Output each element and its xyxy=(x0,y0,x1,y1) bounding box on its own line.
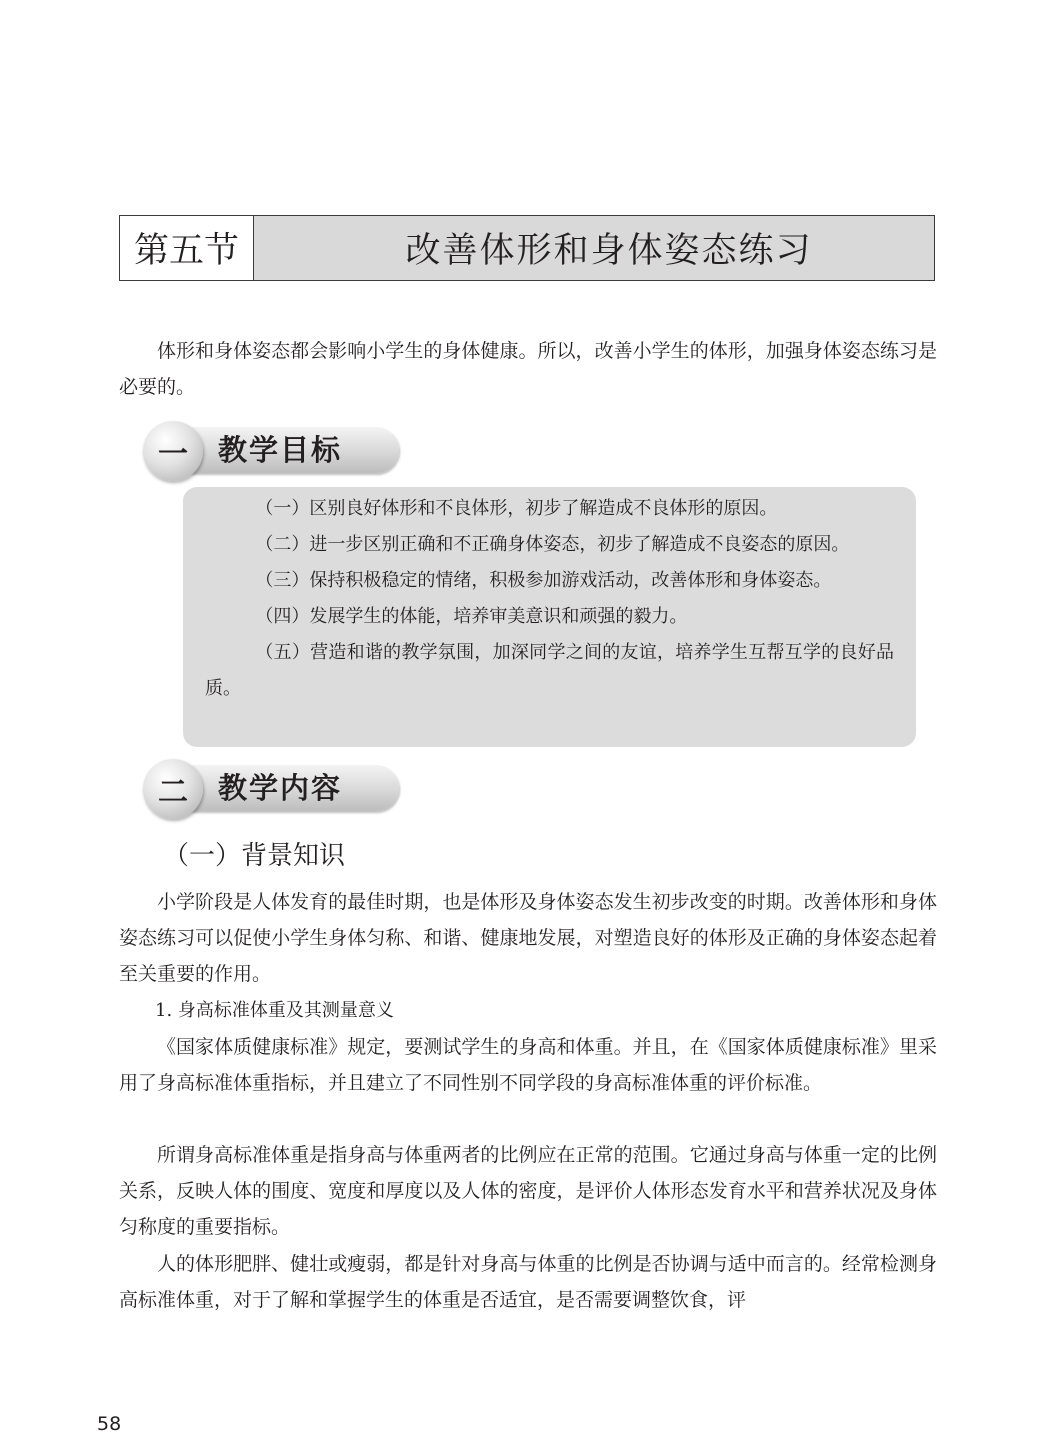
goal-item: （五）营造和谐的教学氛围，加深同学之间的友谊，培养学生互帮互学的良好品质。 xyxy=(205,642,894,699)
heading-number-circle: 一 xyxy=(143,421,203,481)
section-number: 第五节 xyxy=(120,216,254,280)
subheading-background-knowledge: （一）背景知识 xyxy=(163,841,346,871)
goals-box xyxy=(183,487,916,747)
body-paragraph: 所谓身高标准体重是指身高与体重两者的比例应在正常的范围。它通过身高与体重一定的比例关系，反映人体的围度、宽度和厚度以及人体的密度，是评价人体形态发育水平和营养状况及身体匀称度的重要指标。 xyxy=(119,1144,937,1238)
body-paragraph: 人的体形肥胖、健壮或瘦弱，都是针对身高与体重的比例是否协调与适中而言的。经常检测身高标准体重，对于了解和掌握学生的体重是否适宜，是否需要调整饮食，评 xyxy=(119,1253,937,1311)
goal-item: （三）保持积极稳定的情绪，积极参加游戏活动，改善体形和身体姿态。 xyxy=(255,570,832,591)
subsection-title: 1. 身高标准体重及其测量意义 xyxy=(155,1000,394,1021)
heading-teaching-content xyxy=(143,759,401,819)
section-title: 改善体形和身体姿态练习 xyxy=(254,216,934,280)
page-number: 58 xyxy=(97,1413,122,1435)
body-paragraph: 《国家体质健康标准》规定，要测试学生的身高和体重。并且，在《国家体质健康标准》里采用了身高标准体重指标，并且建立了不同性别不同学段的身高标准体重的评价标准。 xyxy=(119,1036,937,1094)
goal-item: （二）进一步区别正确和不正确身体姿态，初步了解造成不良姿态的原因。 xyxy=(255,534,850,555)
heading-number-circle: 二 xyxy=(143,759,203,819)
goal-item: （一）区别良好体形和不良体形，初步了解造成不良体形的原因。 xyxy=(255,498,778,519)
goal-item: （四）发展学生的体能，培养审美意识和顽强的毅力。 xyxy=(255,606,688,627)
heading-label: 教学内容 xyxy=(218,771,343,805)
body-paragraph: 小学阶段是人体发育的最佳时期，也是体形及身体姿态发生初步改变的时期。改善体形和身体姿态练习可以促使小学生身体匀称、和谐、健康地发展，对塑造良好的体形及正确的身体姿态起着至关重要的作用。 xyxy=(119,891,937,985)
intro-paragraph: 体形和身体姿态都会影响小学生的身体健康。所以，改善小学生的体形，加强身体姿态练习是必要的。 xyxy=(119,340,937,398)
section-header xyxy=(119,215,935,281)
heading-label: 教学目标 xyxy=(218,433,343,467)
heading-teaching-goals xyxy=(143,421,401,481)
